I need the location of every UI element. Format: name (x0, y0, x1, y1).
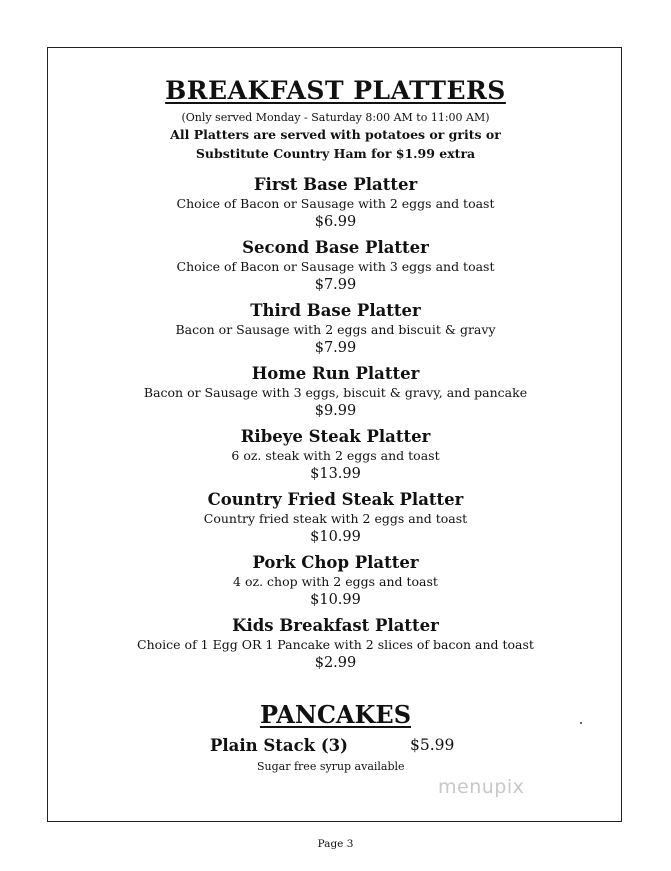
item-price: $2.99 (314, 655, 357, 671)
item-name: Ribeye Steak Platter (240, 427, 431, 446)
item-description: Choice of 1 Egg OR 1 Pancake with 2 slices of bacon and toast (137, 637, 534, 652)
item-description: Choice of Bacon or Sausage with 2 eggs and toast (176, 196, 495, 211)
item-price: $10.99 (310, 592, 361, 608)
stray-dot (580, 722, 582, 724)
item-price: $6.99 (314, 214, 357, 230)
pancakes-heading: PANCAKES (259, 700, 412, 729)
menu-item (0, 175, 671, 231)
syrup-note: Sugar free syrup available (257, 760, 405, 773)
menu-item (0, 301, 671, 357)
item-description: 6 oz. steak with 2 eggs and toast (231, 448, 440, 463)
item-description: Bacon or Sausage with 3 eggs, biscuit & gravy, and pancake (143, 385, 528, 400)
platter-note-line1: All Platters are served with potatoes or grits or (170, 127, 501, 142)
item-price: $10.99 (310, 529, 361, 545)
item-description: 4 oz. chop with 2 eggs and toast (233, 574, 438, 589)
item-price: $7.99 (314, 277, 357, 293)
item-name: Home Run Platter (251, 364, 420, 383)
item-name: Third Base Platter (250, 301, 421, 320)
item-name: Second Base Platter (242, 238, 429, 257)
page-title: BREAKFAST PLATTERS (165, 76, 506, 105)
item-name: Country Fried Steak Platter (207, 490, 464, 509)
item-description: Country fried steak with 2 eggs and toast (203, 511, 468, 526)
hours-note: (Only served Monday - Saturday 8:00 AM to 11:00 AM) (181, 111, 490, 124)
item-description: Bacon or Sausage with 2 eggs and biscuit & gravy (175, 322, 496, 337)
menu-item (0, 616, 671, 672)
item-price: $13.99 (310, 466, 361, 482)
item-price: $9.99 (314, 403, 357, 419)
item-price: $7.99 (314, 340, 357, 356)
platter-note-line2: Substitute Country Ham for $1.99 extra (195, 146, 476, 161)
pancake-item-name: Plain Stack (3) (210, 736, 348, 755)
menu-item (0, 490, 671, 546)
item-name: Kids Breakfast Platter (232, 616, 439, 635)
item-description: Choice of Bacon or Sausage with 3 eggs and toast (176, 259, 495, 274)
item-name: Pork Chop Platter (252, 553, 419, 572)
menu-item (0, 238, 671, 294)
watermark-logo: menupix (438, 776, 525, 798)
page-number: Page 3 (317, 838, 354, 850)
item-name: First Base Platter (253, 175, 418, 194)
menu-item (0, 553, 671, 609)
menu-item (0, 427, 671, 483)
pancake-item-price: $5.99 (410, 736, 455, 754)
menu-item (0, 364, 671, 420)
